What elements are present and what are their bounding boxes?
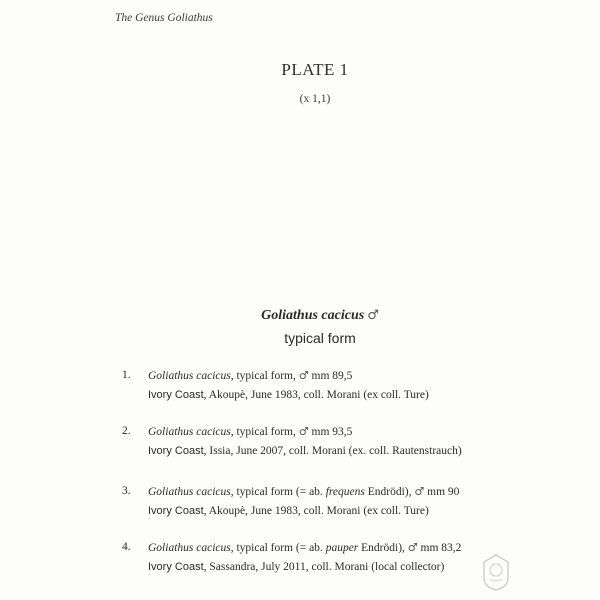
entry-locality: , Akoupè, June 1983, coll. Morani (ex coll. Ture) [203,505,429,517]
entry-locality: , Issia, June 2007, coll. Morani (ex. coll. Rautenstrauch) [203,445,462,457]
entry-country: Ivory Coast [148,389,204,401]
form-subheading: typical form [284,330,356,346]
entry-aberration: pauper [325,542,359,554]
male-symbol-icon: ♂ [298,425,309,438]
species-heading [0,308,600,324]
entry-genus: Goliathus cacicus [148,426,231,438]
entry-desc-b: Endrödi), [364,486,415,498]
entry-locality-line [148,505,429,517]
entry-desc-c: mm 83,2 [417,542,462,554]
entry-number: 2. [122,425,131,437]
entry-locality: , Sassandra, July 2011, coll. Morani (local collector) [203,561,445,573]
entry-desc-a: , typical form, [230,426,299,438]
entry-number: 1. [122,369,131,381]
entry-aberration: frequens [325,486,365,498]
entry-country: Ivory Coast [148,505,204,517]
plate-title: PLATE 1 [281,60,349,79]
male-symbol-icon: ♂ [414,485,425,498]
entry-description [148,541,461,554]
male-symbol-icon: ♂ [298,369,309,382]
entry-description [148,369,352,382]
plate-scale: (x 1,1) [299,93,331,105]
watermark-seal-icon [478,552,514,592]
entry-locality: , Akoupè, June 1983, coll. Morani (ex coll. Ture) [203,389,429,401]
entry-number: 3. [122,485,131,497]
entry-desc-c: mm 90 [424,486,460,498]
male-symbol-icon: ♂ [367,308,379,323]
entry-desc-b: Endrödi), [358,542,408,554]
entry-country: Ivory Coast [148,561,204,573]
entry-number: 4. [122,541,131,553]
entry-desc-b: mm 93,5 [308,426,353,438]
male-symbol-icon: ♂ [407,541,418,554]
entry-desc-a: , typical form (= ab. [230,542,326,554]
entry-description [148,485,459,498]
species-name: Goliathus cacicus [261,308,365,323]
entry-locality-line [148,561,444,573]
entry-country: Ivory Coast [148,445,204,457]
entry-desc-a: , typical form (= ab. [230,486,326,498]
entry-desc-a: , typical form, [230,370,299,382]
entry-genus: Goliathus cacicus [148,486,231,498]
entry-locality-line [148,389,429,401]
entry-description [148,425,352,438]
entry-desc-b: mm 89,5 [308,370,353,382]
entry-locality-line [148,445,462,457]
entry-genus: Goliathus cacicus [148,370,231,382]
entry-genus: Goliathus cacicus [148,542,231,554]
running-header: The Genus Goliathus [115,12,213,24]
